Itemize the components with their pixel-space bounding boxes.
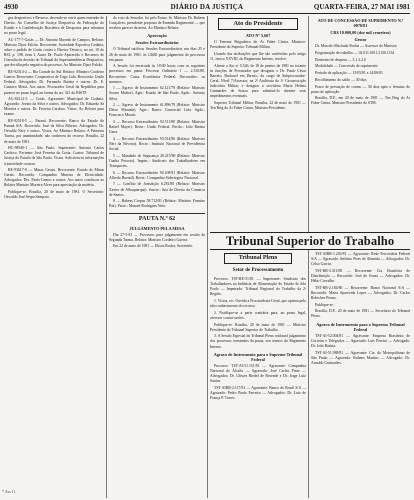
column-divider <box>207 16 208 498</box>
subsection-heading: JULGAMENTO PELA MESA <box>129 225 185 231</box>
column-3-top <box>210 16 306 228</box>
act-number: ATO Nº 5.607 <box>245 33 271 38</box>
text-paragraph: Período de aplicação — 15/05/81 a 14/06/81 <box>315 71 383 76</box>
text-paragraph: Brasília, D.F., 20 de maio de 1981 — Secretário do Tribunal Pleno. <box>311 309 410 319</box>
column-divider <box>106 16 107 498</box>
text-paragraph: TST-AIRR-1.203/81 — Agravante: Rede Ferroviária Federal S/A — Agravado: Antônio Pires de Almeida — Advogados: Dr. Celso Garcia. <box>311 252 410 267</box>
text-paragraph: O Tribunal ratificou Sessões Extraordinárias nos dias 25 e 26 de maio de 1981, às 14h30 para julgamento de processos em pauta. <box>109 47 205 62</box>
text-paragraph: Recolhimento do saldo — 30 dias <box>315 77 367 82</box>
subsection-heading: Aprovação <box>147 33 167 39</box>
text-paragraph: Publique-se. Brasília, 20 de maio de 1981. O Secretário: Oswaldo José Serpa Sampaio. <box>4 190 104 200</box>
text-paragraph: 2 — Agravo de Instrumento 61.896/79 (Relator: Ministro Décio Miranda). Agte.: Banco Comercial Ltda. Agdo.: Francisco Morais. <box>109 103 205 118</box>
pauta-heading: PAUTA N.º 62 <box>109 213 205 223</box>
page-header <box>4 2 410 14</box>
text-paragraph: AG-82212-3 — Goiás. Agravante: Municipal de Goiânia. Agravado: Jovino da Silva e outros. Advogados: Dr. Eduardo Sá Moreira e outros. Dr. Ferreira Cardoso. Vistos. Ao Relator para exame. <box>4 97 104 117</box>
text-paragraph: TST-AI-51.988/81 — Agravante: Cia. do Metropolitano de São Paulo — Agravado: Rubens Martins — Advogado: Dr. Arnaldo Guimarães. <box>311 350 410 365</box>
text-paragraph: Dr. Marcelo Machado Rocha — Assessor do Ministro <box>315 44 397 49</box>
column-4-bottom <box>311 252 410 498</box>
subsection-heading: ATO DE CONCESSÃO DE SUPRIMENTO N.º 0070/81 <box>317 18 404 29</box>
text-paragraph: Em 22 de maio de 1981 — Eliseu Rocha, Secretário. <box>113 244 194 249</box>
text-paragraph: RE-92314-2 — Rio Grande do Sul. Relator: Ministro Cordeiro Guerra. Recorrente: Cooperativa de Trigo Ltda. Recorrida: União Federal. Advogados: Dr. Fernando Batista e outros. Dr. E. Gustavo Motta. Aos autos. Procurador Geral da República para parecer no prazo legal, na forma do art. 321 do RISTF. <box>4 70 104 95</box>
column-divider <box>308 16 309 498</box>
text-paragraph: Processo: TST-RE-51/81 — Impetrante: Sindicato dos Trabalhadores na Indústria de Alimentação do Estado de São Paulo — Impetrado: Tribunal Regional do Trabalho da 2ª Região. <box>210 277 306 297</box>
issue-date: QUARTA-FEIRA, 27 MAI 1981 <box>313 3 410 11</box>
section-heading: Setor de Processamento <box>232 268 284 273</box>
text-paragraph: Dia 27-5-81 — Processos para julgamento em sessão da Segunda Turma, Relator: Ministro Cordeiro Guerra. <box>109 232 205 242</box>
subsection-heading: Agravo de Instrumento para o Supremo Tribunal Federal <box>213 351 303 362</box>
text-paragraph: RE-92518-5 — Paraná. Recorrente: Banco do Estado do Paraná S/A. Recorrido: José da Silva Ribeiro. Advogados: Dr. Osvaldo Nery e outros. Vistos. Ao Ministro Relator. A Primeira Turma, por unanimidade, não conheceu do recurso. Brasília, 22 de maio de 1981. <box>4 119 104 144</box>
text-paragraph: AC-177-7-Goiás — Dr. Antonio Macedo de Campos. Relator: Ministro Djaci Falcão. Recorrente: Sociedade Esportiva Goiânia, sobre o pedido de Goiás contra o Diretor Técnico, no art. 10 do RSI, p. 198, item I, Autor Dr. Paulo Aparecido e Recursos de Consulta da decisão do Tribunal da Superintendência Desportiva, que decidiu pela negativa do processo. Ao Ministro Djaci Falcão. <box>4 37 104 68</box>
text-paragraph: do voto do Senador, foi pelo Exmo. Sr. Ministro Dr. Rubens Gonçalves, presidente proposta de Emenda Regimental — que recebeu parecer da mesa. Ao Ministro Relator. <box>109 16 205 31</box>
column-2 <box>109 16 205 498</box>
text-paragraph: 1. Vistos, etc. Ouvida a Procuradoria-Geral, que opinou pelo não conhecimento do recurso. <box>210 298 306 309</box>
text-paragraph: 4 — Recurso Extraordinário 93.014/80 (Relator: Ministro Néri da Silveira). Recte.: Instituto Nacional de Previdência Social. <box>109 136 205 152</box>
subsection-heading: Sessões Extraordinárias <box>135 40 179 46</box>
subsection-heading: Agravo de Instrumento para o Supremo Tribunal Federal <box>316 321 405 332</box>
section-box-title: Ato do Presidente <box>218 18 298 30</box>
text-paragraph: Superior Tribunal Militar, Brasília, 22 de maio de 1981 — Ten Brig do Ar Faber Cintra, Ministro-Presidente. <box>210 100 306 110</box>
newspaper-title: DIÁRIO DA JUSTIÇA <box>170 3 244 11</box>
text-paragraph: O Tenente Brigadeiro do Ar Faber Cintra, Ministro-Presidente do Superior Tribunal Militar, <box>210 40 306 50</box>
text-paragraph: TST-AIRR-2.117/81 — Agravante: Banco do Brasil S/A — Agravado: Pedro Paulo Ferreira — Advogados: Dr. Luiz de França P. Torres. <box>210 385 306 400</box>
text-paragraph: Publique-se. Brasília, 20 de maio de 1981 — Ministro Presidente do Tribunal Superior do Trabalho. <box>210 322 306 332</box>
text-paragraph: gos desportivos e Recurso, devendo-se ouvir quem entender de Direito. Ao Conselho de Justiça Desportiva da Federação do Estado e à Confederação Brasileira de Desportos para informar no prazo legal. <box>4 16 104 36</box>
text-paragraph: A Sessão foi encerrada às 18:00 horas com os seguintes processos em pauta: Processo Ordinário 1 — 2.310/80, Recorrente: Caixa Econômica Federal. Recorridos: os mesmos. <box>109 64 205 84</box>
text-paragraph: 1 — Agravo de Instrumento 62.121/79 (Relator: Ministro Soares Muñoz). Agte.: Estado de São Paulo. Agdo.: Antonio Silva. <box>109 86 205 101</box>
text-paragraph: 2. Notifique-se a parte contrária para, no prazo legal, oferecer contra-razões. <box>210 310 306 320</box>
text-paragraph: Processo: TST-AI-51.151/81 — Agravante: Companhia Nacional de Álcalis — Agravado: José Carlos Pinto — Advogados: Dr. Ulisses Riedel de Resende e Dr. Jorge Luiz Santos. <box>210 363 306 384</box>
page-number: 4930 <box>4 3 18 11</box>
text-paragraph: 6 — Recurso Extraordinário 94.108/81 (Relator: Ministro Alfredo Buzaid). Recte.: Companhia Siderúrgica Nacional. <box>109 170 205 180</box>
column-4-top <box>311 16 410 228</box>
text-paragraph: TST-RR-3.311/80 — Recorrente: Cia. Brasileira de Distribuição — Recorrido: José de Souza — Advogados: Dr. Hélio Carvalho. <box>311 268 410 284</box>
text-paragraph: HC-58940-1 — São Paulo. Impetrante: Antonio Carlos Cardoso. Paciente: José Ferreira da Costa. Coator: Tribunal de Justiça do Estado de São Paulo. Vistos. Solicitem-se informações à autoridade coatora. <box>4 146 104 166</box>
text-paragraph: 3 — Recurso Extraordinário 92.511/80 (Relator: Ministro Rafael Mayer). Recte.: União Federal. Recdo.: João Batista Lima. <box>109 120 205 135</box>
subsection-heading: Gestor <box>354 37 367 43</box>
text-paragraph: Publique-se. <box>315 302 334 307</box>
text-paragraph: 8 — Habeas Corpus 58.712/81 (Relator: Ministro Firmino Paz). Pacte.: Manoel Rodrigues Neto. <box>109 199 205 209</box>
text-paragraph: TST-AI-52.004/81 — Agravante: Empresa Brasileira de Correios e Telégrafos — Agravado: Luís Pereira — Advogado: Dr. João Batista. <box>311 333 410 348</box>
text-paragraph: Prazo de prestação de contas — 30 dias após o término do prazo de aplicação. <box>311 84 410 94</box>
section-box-title: Tribunal Pleno <box>224 253 292 264</box>
text-paragraph: 7 — Conflito de Jurisdição 6.281/80 (Relator: Ministro Xavier de Albuquerque). Suscte.: Juiz de Direito da Comarca de Santos. <box>109 182 205 197</box>
column-3-bottom <box>210 252 306 498</box>
text-paragraph: Programação de trabalho — 02.011.0011.2150.1134 <box>315 51 395 56</box>
amount-line: CR$ 10.000,00 (dez mil cruzeiros) <box>330 30 391 36</box>
court-banner: Tribunal Superior do Trabalho <box>210 232 410 250</box>
margin-stamp: * Ass 11 <box>2 489 16 494</box>
column-1 <box>4 16 104 498</box>
text-paragraph: 3. A Sessão Especial do Tribunal Pleno realizará julgamento dos processos constantes da pauta, nos termos do Regimento Interno. <box>210 334 306 349</box>
text-paragraph: Usando das atribuições que lhe são conferidas pelo artigo 11, inciso XXVIII, do Regimento Interno, resolve: <box>210 51 306 61</box>
text-paragraph: Alterar o Ato nº 5.326, de 18 de janeiro de 1981 no tocante às funções de Procurador que designou o Dr. Paulo César Barreto, Bacharel em Direito, do cargo de Subprocurador-Geral, Nível 7/Assessor, na 2ª Auditoria da 1ª Circunscrição Judiciária Militar, e designar a servidora Maria Helena Guimarães de Souza para substituí-lo durante seus impedimentos eventuais. <box>210 63 306 99</box>
text-paragraph: RE-93617-0 — Minas Gerais. Recorrente: Estado de Minas Gerais. Recorrido: Companhia Mineira de Eletricidade. Advogados: Drs. Paulo Lemos e outros. Aos autos conclusos ao Relator Ministro Moreira Alves para apreciação da matéria. <box>4 168 104 188</box>
text-paragraph: TST-RR-2.184/80 — Recorrente: Banco Nacional S/A — Recorrido: Maria Aparecida Lopes — Advogados: Dr. Carlos Robichez Penna. <box>311 285 410 300</box>
text-paragraph: Brasília, D.F., em 20 de maio de 1981 — Ten Brig do Ar Faber Cintra, Ministro-Presidente do STM. <box>311 96 410 106</box>
text-paragraph: 5 — Mandado de Segurança 20.215/80 (Relator: Ministro Cunha Peixoto). Imptes.: Sindicato dos Trabalhadores em Transportes. <box>109 153 205 168</box>
text-paragraph: Elemento de despesa — 3.1.3.2.0 <box>315 57 366 62</box>
text-paragraph: Modalidade — Concessão de suprimento <box>315 64 378 69</box>
